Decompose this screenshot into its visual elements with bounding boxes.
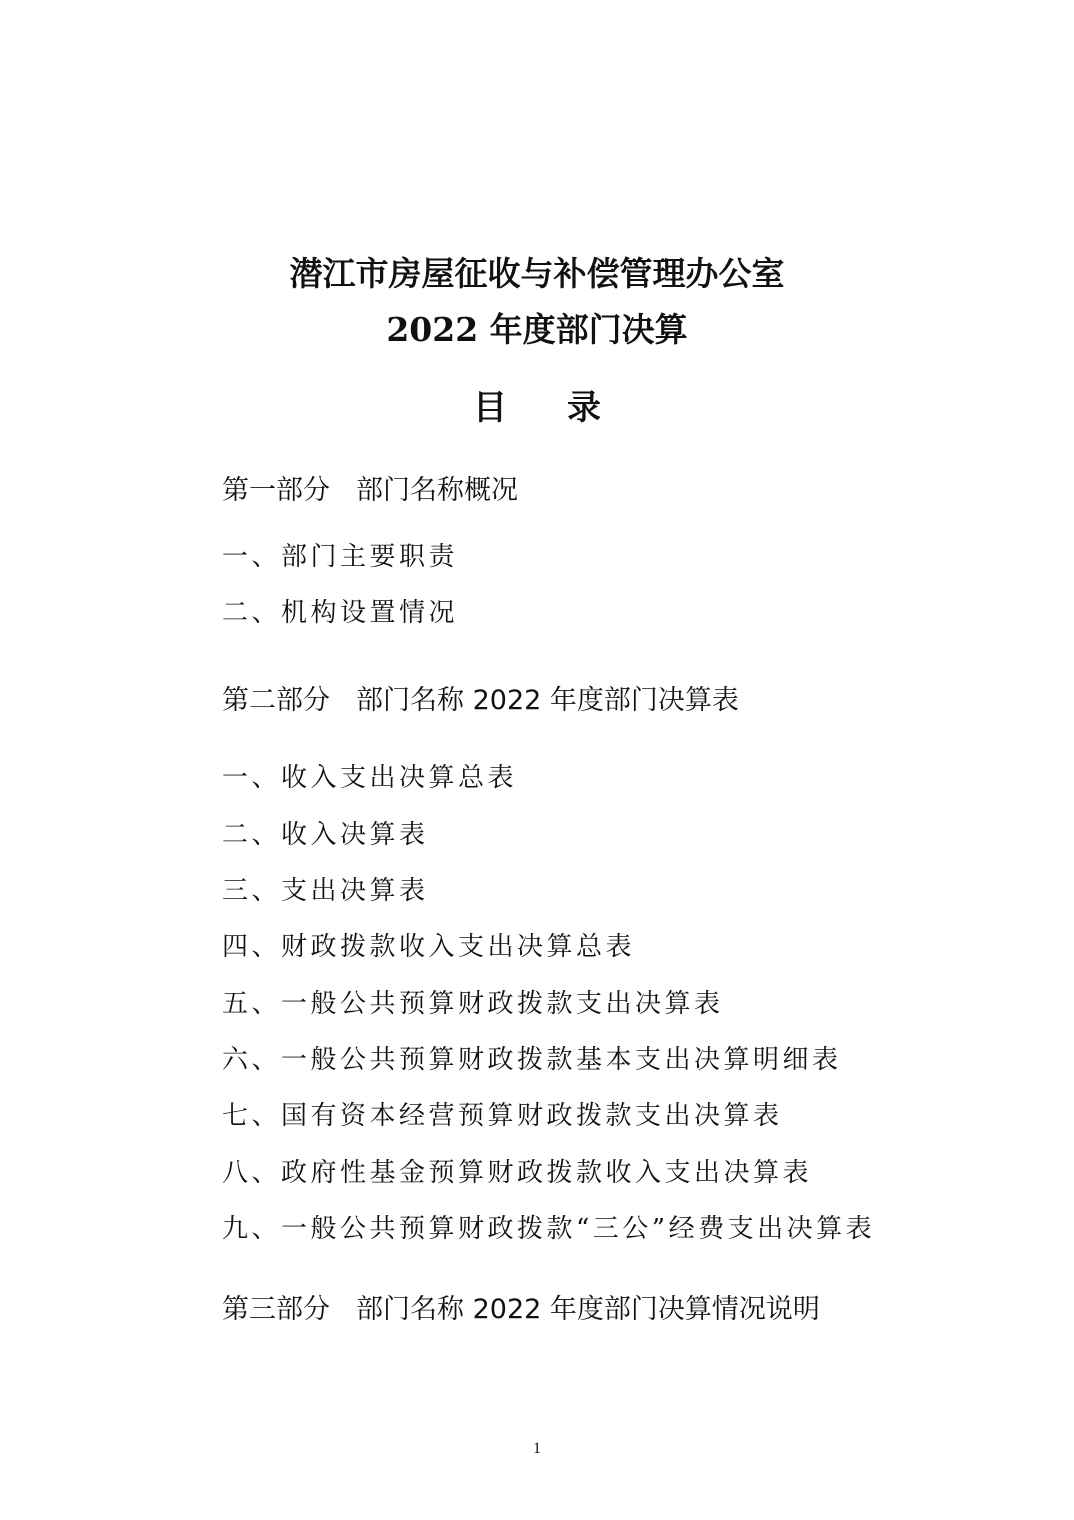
toc-item: 六、一般公共预算财政拨款基本支出决算明细表 — [222, 1045, 842, 1075]
toc-item: 二、机构设置情况 — [222, 598, 459, 628]
toc-item: 四、财政拨款收入支出决算总表 — [222, 932, 636, 962]
document-subtitle: 2022 年度部门决算 — [386, 310, 688, 349]
toc-item: 三、支出决算表 — [222, 876, 429, 906]
toc-part-1 — [222, 468, 518, 507]
toc-item: 九、一般公共预算财政拨款“三公”经费支出决算表 — [222, 1214, 876, 1244]
toc-item: 七、国有资本经营预算财政拨款支出决算表 — [222, 1101, 783, 1131]
toc-item: 八、政府性基金预算财政拨款收入支出决算表 — [222, 1158, 813, 1188]
toc-part-label: 第二部分 — [222, 685, 330, 716]
document-title: 潜江市房屋征收与补偿管理办公室 — [289, 254, 785, 293]
toc-heading: 目录 — [473, 388, 661, 428]
page-number: 1 — [533, 1440, 541, 1457]
toc-part-label: 第一部分 — [222, 475, 330, 506]
toc-part-label: 第三部分 — [222, 1294, 330, 1325]
toc-part-3 — [222, 1287, 820, 1326]
toc-item: 五、一般公共预算财政拨款支出决算表 — [222, 989, 724, 1019]
toc-item: 一、收入支出决算总表 — [222, 763, 518, 793]
toc-item: 一、部门主要职责 — [222, 542, 459, 572]
toc-item: 二、收入决算表 — [222, 820, 429, 850]
toc-part-title: 部门名称 2022 年度部门决算情况说明 — [356, 1294, 820, 1325]
toc-part-2 — [222, 678, 739, 717]
toc-part-title: 部门名称概况 — [356, 475, 518, 506]
toc-part-title: 部门名称 2022 年度部门决算表 — [356, 685, 739, 716]
